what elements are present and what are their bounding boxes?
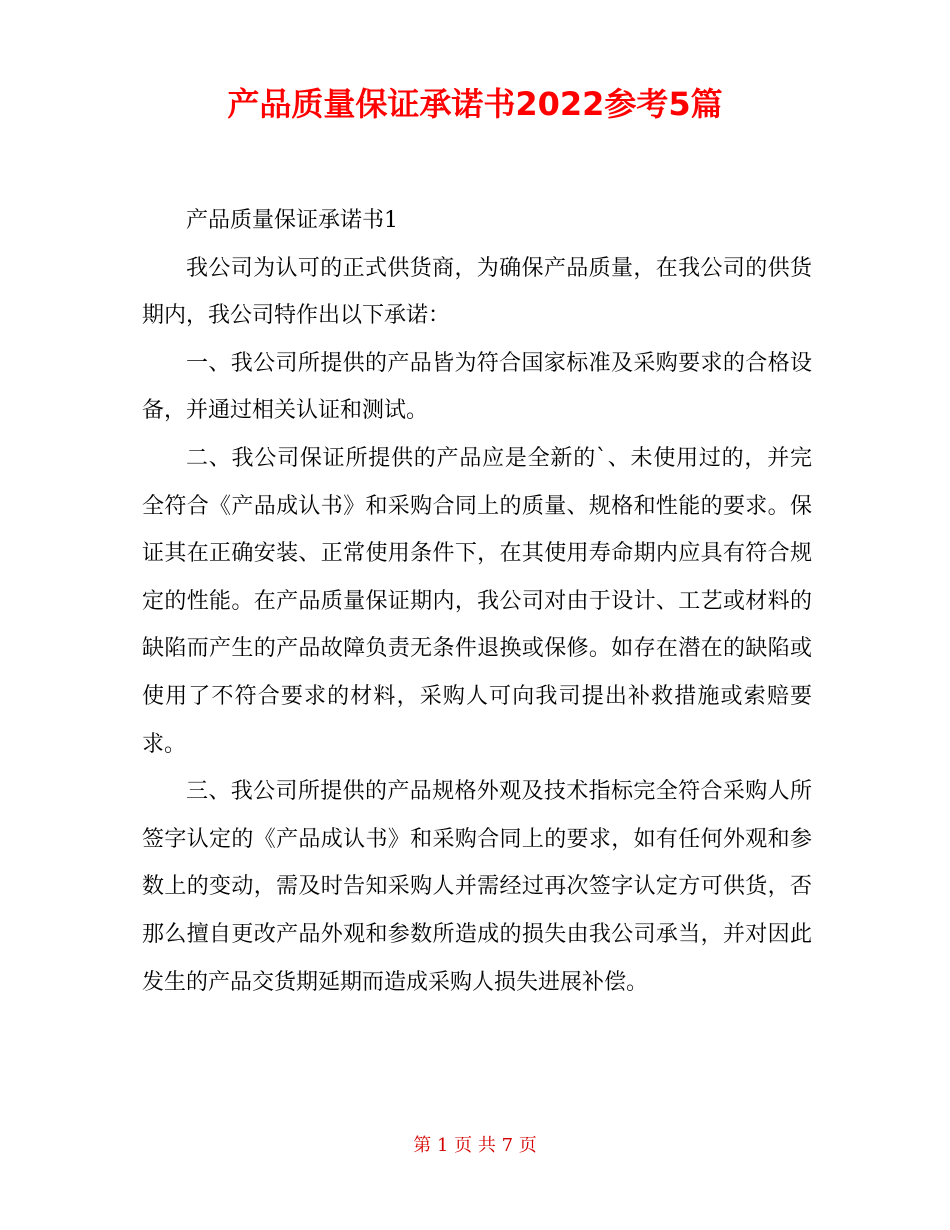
- page-footer: 第 1 页 共 7 页: [413, 1135, 537, 1156]
- paragraph-intro: 我公司为认可的正式供货商，为确保产品质量，在我公司的供货期内，我公司特作出以下承诺：: [142, 255, 812, 329]
- document-body: [142, 197, 812, 1006]
- paragraph-clause-1: 一、我公司所提供的产品皆为符合国家标准及采购要求的合格设备，并通过相关认证和测试。: [142, 350, 812, 424]
- section-heading: 产品质量保证承诺书1: [186, 208, 398, 233]
- paragraph-clause-3: 三、我公司所提供的产品规格外观及技术指标完全符合采购人所签字认定的《产品成认书》和采购合同上的要求，如有任何外观和参数上的变动，需及时告知采购人并需经过再次签字认定方可供货，否那么擅自更改产品外观和参数所造成的损失由我公司承当，并对因此发生的产品交货期延期而造成采购人损失进展补偿。: [142, 779, 812, 995]
- document-title: 产品质量保证承诺书2022参考5篇: [227, 85, 723, 123]
- paragraph-clause-2: 二、我公司保证所提供的产品应是全新的`、未使用过的，并完全符合《产品成认书》和采购合同上的质量、规格和性能的要求。保证其在正确安装、正常使用条件下，在其使用寿命期内应具有符合规定的性能。在产品质量保证期内，我公司对由于设计、工艺或材料的缺陷而产生的产品故障负责无条件退换或保修。如存在潜在的缺陷或使用了不符合要求的材料，采购人可向我司提出补救措施或索赔要求。: [142, 445, 812, 757]
